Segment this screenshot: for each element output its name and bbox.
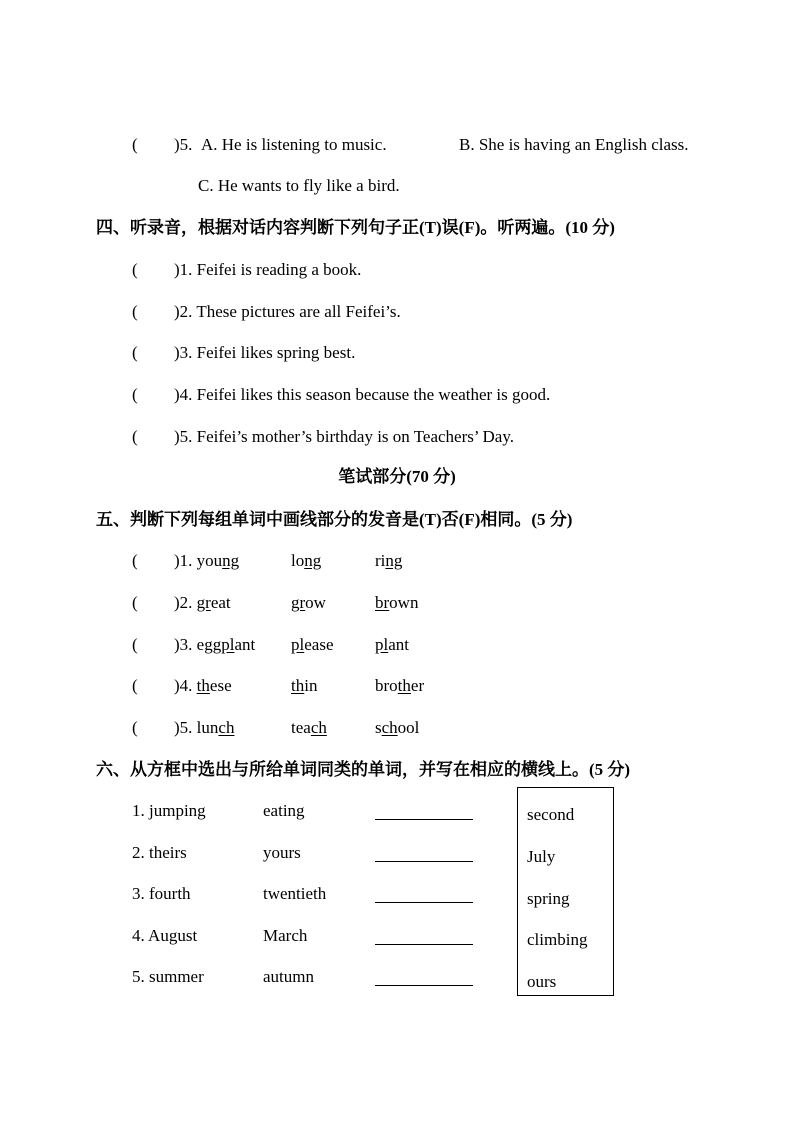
s5-word-1: )5. lunch (174, 718, 235, 737)
section-4-heading: 四、听录音，根据对话内容判断下列句子正(T)误(F)。听两遍。(10 分) (96, 218, 615, 237)
s5-word-1: )3. eggplant (174, 635, 256, 654)
answer-paren-open: ( (132, 343, 138, 362)
s6-given-word-2: March (263, 926, 308, 945)
s6-given-word: 5. summer (132, 967, 204, 986)
s4-question-text: )3. Feifei likes spring best. (174, 343, 356, 362)
answer-paren-open: ( (132, 593, 138, 612)
answer-paren-open: ( (132, 302, 138, 321)
s6-given-word-2: autumn (263, 967, 314, 986)
option-c: C. He wants to fly like a bird. (198, 176, 400, 195)
answer-paren-open: ( (132, 135, 138, 154)
word-bank-item: second (527, 805, 575, 824)
s4-question-text: )4. Feifei likes this season because the weather is good. (174, 385, 551, 404)
s5-word-3: ring (375, 551, 403, 570)
word-bank-box (517, 787, 614, 996)
s4-question-text: )1. Feifei is reading a book. (174, 260, 362, 279)
s4-question-text: )5. Feifei’s mother’s birthday is on Teachers’ Day. (174, 427, 514, 446)
answer-blank[interactable] (375, 801, 473, 820)
written-part-title: 笔试部分(70 分) (338, 467, 456, 486)
s5-word-2: long (291, 551, 322, 570)
word-bank-item: spring (527, 889, 570, 908)
answer-paren-open: ( (132, 635, 138, 654)
word-bank-item: July (527, 847, 556, 866)
answer-paren-open: ( (132, 551, 138, 570)
s5-word-3: school (375, 718, 420, 737)
s5-word-3: brother (375, 676, 425, 695)
option-b: B. She is having an English class. (459, 135, 689, 154)
answer-paren-open: ( (132, 260, 138, 279)
s5-word-1: )2. great (174, 593, 231, 612)
section-5-heading: 五、判断下列每组单词中画线部分的发音是(T)否(F)相同。(5 分) (96, 510, 573, 529)
s6-given-word: 1. jumping (132, 801, 206, 820)
answer-blank[interactable] (375, 884, 473, 903)
s6-given-word: 3. fourth (132, 884, 191, 903)
s6-given-word-2: eating (263, 801, 305, 820)
answer-paren-close: )5. (174, 135, 193, 154)
answer-paren-open: ( (132, 385, 138, 404)
s6-given-word-2: twentieth (263, 884, 327, 903)
s6-given-word: 2. theirs (132, 843, 187, 862)
s5-word-3: brown (375, 593, 419, 612)
answer-blank[interactable] (375, 967, 473, 986)
s5-word-2: thin (291, 676, 318, 695)
s6-given-word: 4. August (132, 926, 198, 945)
s5-word-3: plant (375, 635, 410, 654)
word-bank-item: climbing (527, 930, 588, 949)
answer-blank[interactable] (375, 843, 473, 862)
s6-given-word-2: yours (263, 843, 301, 862)
word-bank-item: ours (527, 972, 557, 991)
s4-question-text: )2. These pictures are all Feifei’s. (174, 302, 401, 321)
s5-word-1: )4. these (174, 676, 232, 695)
answer-paren-open: ( (132, 718, 138, 737)
option-a: A. He is listening to music. (201, 135, 387, 154)
answer-paren-open: ( (132, 676, 138, 695)
s5-word-2: grow (291, 593, 326, 612)
s5-word-2: please (291, 635, 334, 654)
answer-blank[interactable] (375, 926, 473, 945)
s5-word-2: teach (291, 718, 327, 737)
s5-word-1: )1. young (174, 551, 240, 570)
section-6-heading: 六、从方框中选出与所给单词同类的单词，并写在相应的横线上。(5 分) (96, 760, 631, 779)
answer-paren-open: ( (132, 427, 138, 446)
